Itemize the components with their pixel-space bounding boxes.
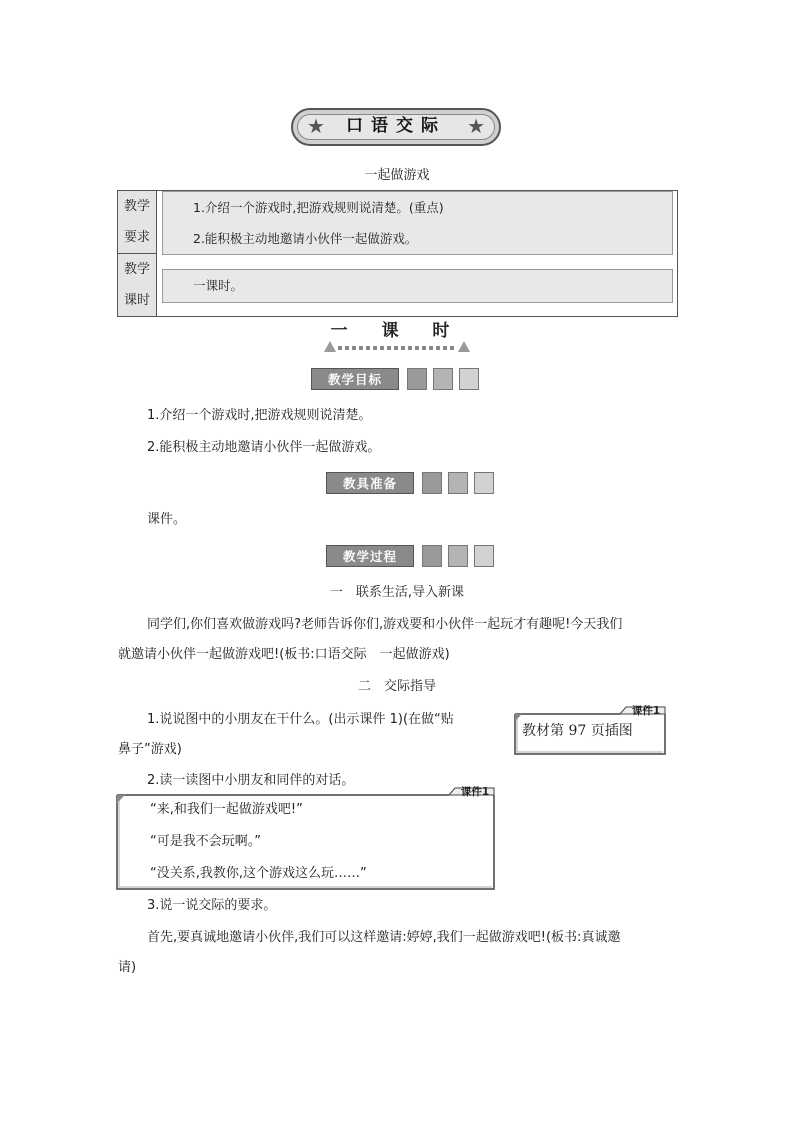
part2-item2: 2.读一读图中小朋友和同伴的对话。: [147, 773, 355, 788]
dialogue-line: “来,和我们一起做游戏吧!”: [150, 802, 303, 817]
label-line: 课时: [123, 293, 150, 308]
hours-line: 一课时。: [193, 278, 244, 293]
section-process: [326, 545, 498, 567]
table-label-requirements: [118, 191, 157, 254]
label-line: 要求: [123, 230, 150, 245]
goal-item: 2.能积极主动地邀请小伙伴一起做游戏。: [147, 440, 381, 455]
banner-title: 口语交际: [346, 116, 446, 136]
requirements-table: [117, 190, 678, 317]
part2-heading: 二 交际指导: [357, 679, 436, 694]
part1-paragraph-line: 就邀请小伙伴一起做游戏吧!(板书:口语交际 一起做游戏): [118, 647, 450, 662]
section-goals-label: 教学目标: [311, 368, 399, 390]
section-tools-label: 教具准备: [326, 472, 414, 494]
part2-paragraph-line: 请): [118, 960, 137, 975]
part2-item1-line: 1.说说图中的小朋友在干什么。(出示课件 1)(在做“贴: [147, 712, 454, 727]
lesson-heading: 一 课 时: [330, 321, 464, 341]
requirement-line: 1.介绍一个游戏时,把游戏规则说清楚。(重点): [193, 200, 444, 215]
dialogue-line: “没关系,我教你,这个游戏这么玩……”: [150, 866, 367, 881]
section-square: [407, 368, 427, 390]
courseware-box-2: [116, 787, 495, 890]
section-tools: [326, 472, 498, 494]
section-square: [448, 545, 468, 567]
requirement-line: 2.能积极主动地邀请小伙伴一起做游戏。: [193, 231, 418, 246]
section-goals: [311, 368, 483, 390]
table-cell-hours: [162, 269, 673, 303]
section-square: [459, 368, 479, 390]
part2-paragraph-line: 首先,要真诚地邀请小伙伴,我们可以这样邀请:婷婷,我们一起做游戏吧!(板书:真诚邀: [147, 930, 621, 945]
courseware-box-1-text: 教材第 97 页插图: [522, 723, 633, 739]
courseware-box-1-tag: 课件1: [631, 705, 661, 717]
section-square: [448, 472, 468, 494]
part1-heading: 一 联系生活,导入新课: [329, 585, 465, 600]
star-left-icon: ★: [307, 114, 325, 138]
section-square: [474, 545, 494, 567]
table-cell-requirements: [162, 191, 673, 255]
tools-text: 课件。: [147, 512, 187, 527]
section-square: [433, 368, 453, 390]
dialogue-line: “可是我不会玩啊。”: [150, 834, 261, 849]
title-banner: [291, 108, 501, 146]
page-subtitle: 一起做游戏: [364, 168, 430, 183]
courseware-box-2-tag: 课件1: [460, 786, 490, 798]
table-label-hours: [118, 254, 157, 316]
goal-item: 1.介绍一个游戏时,把游戏规则说清楚。: [147, 408, 372, 423]
dotted-divider: [322, 340, 472, 354]
part1-paragraph-line: 同学们,你们喜欢做游戏吗?老师告诉你们,游戏要和小伙伴一起玩才有趣呢!今天我们: [147, 617, 623, 632]
section-square: [422, 545, 442, 567]
courseware-box-1: [514, 706, 666, 755]
section-square: [422, 472, 442, 494]
label-line: 教学: [123, 262, 150, 277]
label-line: 教学: [123, 199, 150, 214]
section-process-label: 教学过程: [326, 545, 414, 567]
part2-item3: 3.说一说交际的要求。: [147, 898, 277, 913]
section-square: [474, 472, 494, 494]
star-right-icon: ★: [467, 114, 485, 138]
part2-item1-line: 鼻子”游戏): [118, 742, 182, 757]
